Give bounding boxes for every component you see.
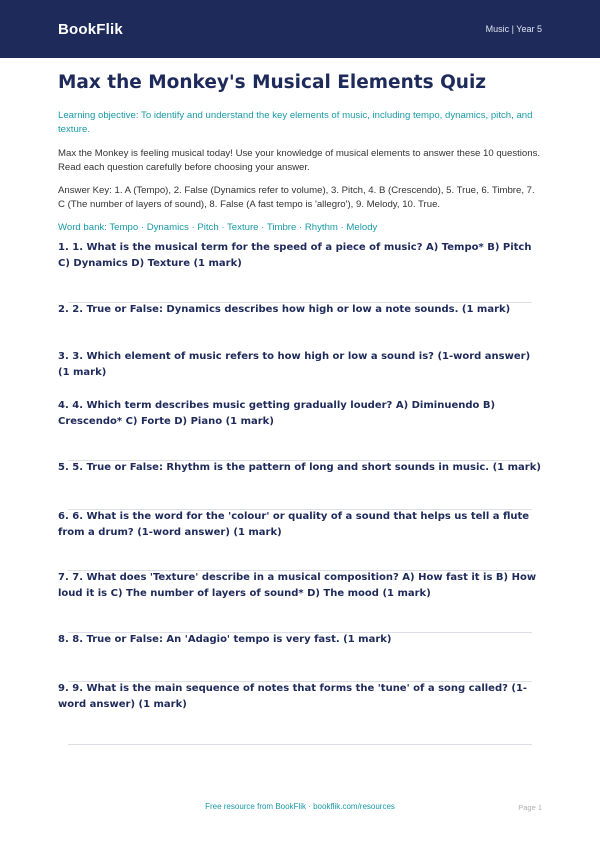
question-8: 8. 8. True or False: An 'Adagio' tempo is very fast. (1 mark)	[58, 634, 392, 645]
brand-logo[interactable]: BookFlik	[58, 20, 123, 38]
question-9: 9. 9. What is the main sequence of notes that forms the 'tune' of a song called? (1-word answer) (1 mark)	[58, 683, 528, 710]
answer-line	[68, 744, 532, 745]
question-7: 7. 7. What does 'Texture' describe in a musical composition? A) How fast it is B) How loud it is C) The number of layers of sound* D) The mood (1 mark)	[58, 572, 537, 599]
learning-objective: Learning objective: To identify and understand the key elements of music, including tempo, dynamics, pitch, and texture.	[58, 110, 533, 135]
word-bank: Word bank: Tempo · Dynamics · Pitch · Texture · Timbre · Rhythm · Melody	[58, 222, 378, 233]
intro-text: Max the Monkey is feeling musical today! Use your knowledge of musical elements to answer these 10 questions. Read each question carefully before choosing your answer.	[58, 148, 541, 173]
question-4: 4. 4. Which term describes music getting gradually louder? A) Diminuendo B) Crescendo* C) Forte D) Piano (1 mark)	[58, 400, 496, 427]
page-number: Page 1	[518, 803, 542, 812]
subject-year-label: Music | Year 5	[485, 24, 542, 34]
question-3: 3. 3. Which element of music refers to how high or low a sound is? (1-word answer) (1 mark)	[58, 351, 531, 378]
answer-key: Answer Key: 1. A (Tempo), 2. False (Dynamics refer to volume), 3. Pitch, 4. B (Crescendo), 5. True, 6. Timbre, 7. C (The number of layers of sound), 8. False (A fast tempo is 'allegro'), 9. Melody, 10. True.	[58, 185, 535, 210]
page-title: Max the Monkey's Musical Elements Quiz	[58, 72, 487, 93]
question-6: 6. 6. What is the word for the 'colour' or quality of a sound that helps us tell a flute from a drum? (1-word answer) (1 mark)	[58, 511, 530, 538]
question-2: 2. 2. True or False: Dynamics describes how high or low a note sounds. (1 mark)	[58, 304, 511, 315]
intro-section	[58, 58, 544, 235]
page-header	[0, 0, 600, 58]
question-5: 5. 5. True or False: Rhythm is the pattern of long and short sounds in music. (1 mark)	[58, 462, 541, 473]
footer-link[interactable]: Free resource from BookFlik · bookflik.com/resources	[205, 802, 395, 811]
question-1: 1. 1. What is the musical term for the speed of a piece of music? A) Tempo* B) Pitch C) Dynamics D) Texture (1 mark)	[58, 242, 532, 269]
